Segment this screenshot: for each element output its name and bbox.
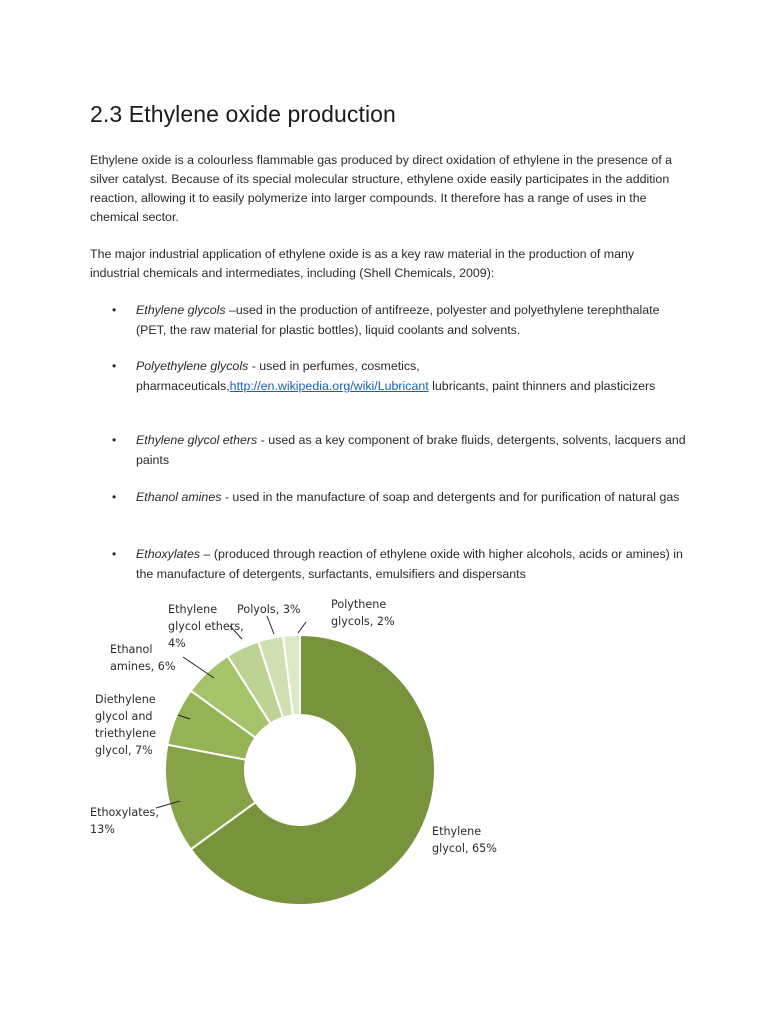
label-polyols: Polyols, 3% bbox=[237, 603, 301, 616]
leader-ethanol-amines bbox=[183, 657, 214, 678]
list-item-text: - used in the manufacture of soap and detergents and for purification of natural gas bbox=[221, 490, 680, 504]
list-item-term: Ethoxylates bbox=[136, 547, 201, 561]
list-item-term: Ethylene glycol ethers bbox=[136, 433, 258, 447]
label-ethoxylates: Ethoxylates, 13% bbox=[90, 806, 159, 836]
bullet-icon: • bbox=[112, 303, 117, 317]
lubricant-link[interactable]: http://en.wikipedia.org/wiki/Lubricant bbox=[229, 379, 429, 393]
uses-list bbox=[90, 300, 690, 584]
list-item-text: –used in the production of antifreeze, polyester and polyethylene terephthalate (PET, the raw material for plastic bottles), liquid coolants and solvents. bbox=[136, 303, 660, 337]
label-ethylene-glycol: Ethylene glycol, 65% bbox=[432, 825, 497, 855]
bullet-icon: • bbox=[112, 433, 117, 447]
bullet-icon: • bbox=[112, 359, 117, 373]
applications-paragraph: The major industrial application of ethylene oxide is as a key raw material in the production of many industrial chemicals and intermediates, including (Shell Chemicals, 2009): bbox=[90, 247, 635, 280]
list-item bbox=[90, 544, 690, 584]
list-item-text: – (produced through reaction of ethylene oxide with higher alcohols, acids or amines) in the manufacture of detergents, surfactants, emulsifiers and dispersants bbox=[136, 547, 683, 581]
bullet-icon: • bbox=[112, 490, 117, 504]
list-item bbox=[90, 300, 690, 356]
leader-polyols bbox=[267, 616, 274, 634]
intro-paragraph: Ethylene oxide is a colourless flammable gas produced by direct oxidation of ethylene in the presence of a silver catalyst. Because of its special molecular structure, ethylene oxide easily participates in the addition reaction, allowing it to easily polymerize into larger compounds. It therefore has a range of uses in the chemical sector. bbox=[90, 153, 673, 224]
label-polythene-glycols: Polythene glycols, 2% bbox=[331, 598, 395, 628]
list-item-text-after: lubricants, paint thinners and plasticizers bbox=[428, 379, 656, 393]
ethylene-oxide-uses-donut-chart bbox=[80, 590, 510, 920]
label-ethanol-amines: Ethanol amines, 6% bbox=[110, 643, 176, 673]
list-item bbox=[90, 430, 690, 487]
label-diethylene-glycol-and-triethylene-glycol: Diethylene glycol and triethylene glycol, 7% bbox=[95, 693, 157, 757]
label-ethylene-glycol-ethers: Ethylene glycol ethers, 4% bbox=[168, 603, 244, 650]
leader-polythene-glycols bbox=[298, 622, 306, 633]
bullet-icon: • bbox=[112, 547, 117, 561]
donut-slices bbox=[165, 635, 435, 905]
list-item bbox=[90, 487, 690, 544]
list-item-term: Polyethylene glycols bbox=[136, 359, 249, 373]
list-item-term: Ethanol amines bbox=[136, 490, 222, 504]
list-item-text: - used as a key component of brake fluids, detergents, solvents, lacquers and paints bbox=[136, 433, 686, 467]
section-heading: 2.3 Ethylene oxide production bbox=[90, 101, 396, 127]
list-item-text: - used in perfumes, cosmetics, pharmaceuticals, bbox=[136, 359, 420, 393]
list-item bbox=[90, 356, 690, 430]
list-item-term: Ethylene glycols bbox=[136, 303, 226, 317]
